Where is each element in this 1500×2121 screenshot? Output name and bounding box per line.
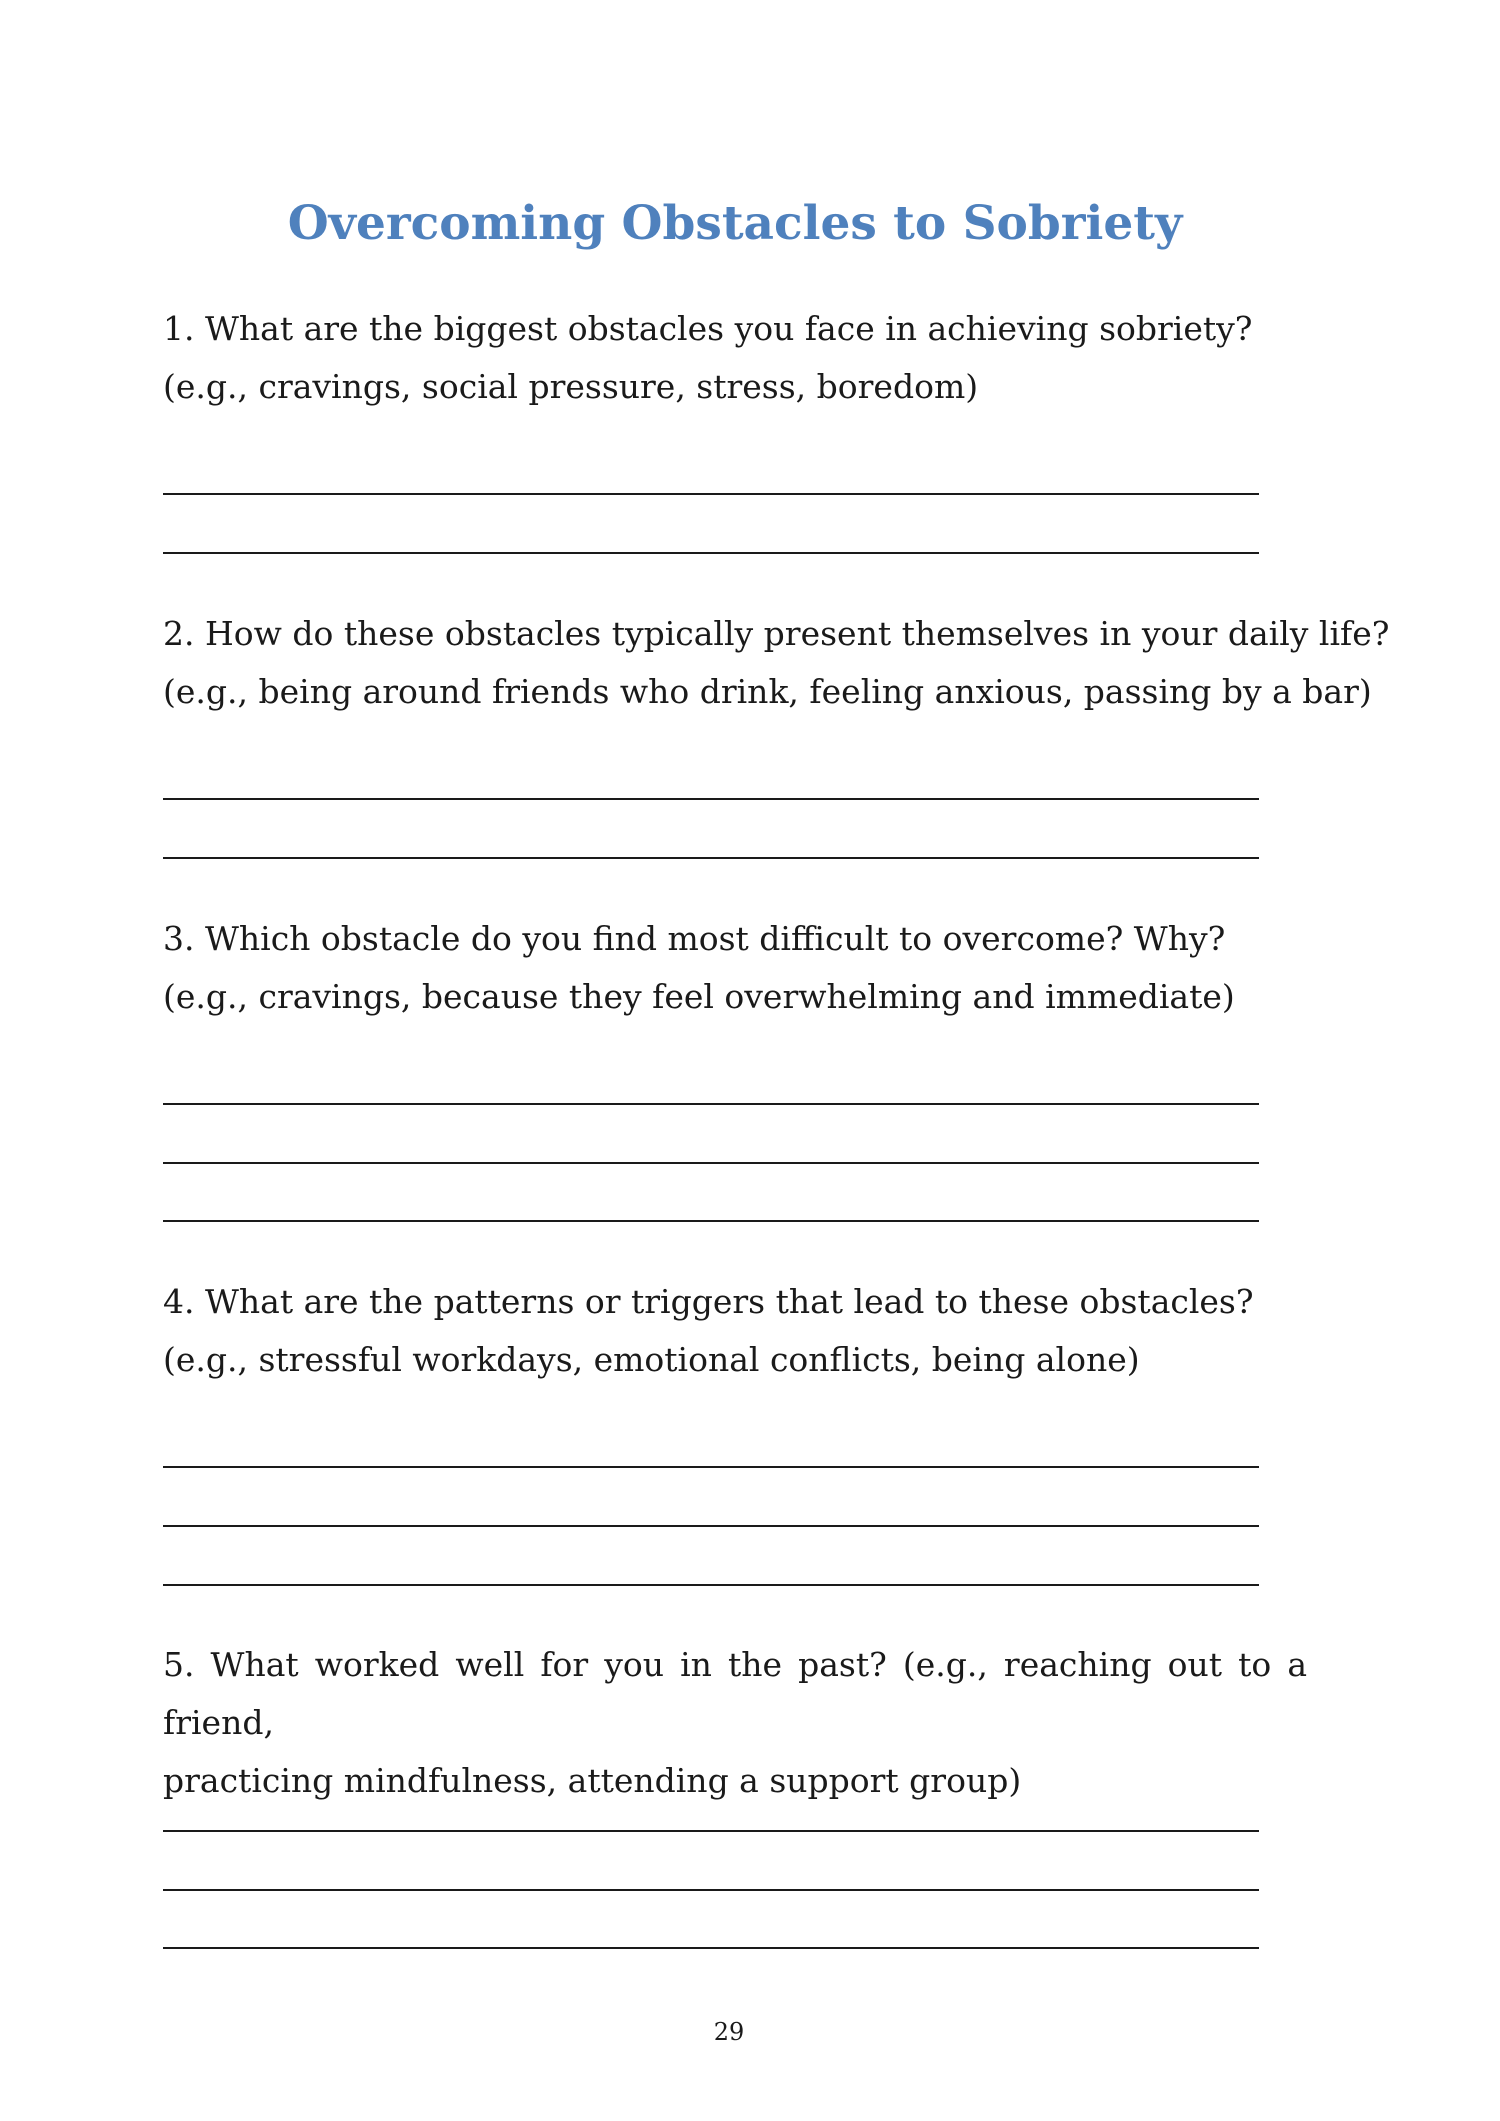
question-prompt: 3. Which obstacle do you find most difficult to overcome? Why?: [163, 919, 1226, 958]
answer-line[interactable]: [163, 1525, 1259, 1527]
answer-line[interactable]: [163, 1830, 1259, 1832]
question-example: (e.g., being around friends who drink, feeling anxious, passing by a bar): [163, 672, 1372, 711]
answer-line[interactable]: [163, 493, 1259, 495]
question-prompt: 5. What worked well for you in the past? (e.g., reaching out to a friend,: [163, 1645, 1307, 1742]
question-prompt: 1. What are the biggest obstacles you face in achieving sobriety?: [163, 309, 1253, 348]
question-1: [163, 300, 1307, 416]
answer-line[interactable]: [163, 552, 1259, 554]
question-3: [163, 910, 1307, 1026]
answer-line[interactable]: [163, 857, 1259, 859]
answer-line[interactable]: [163, 1103, 1259, 1105]
answer-line[interactable]: [163, 1466, 1259, 1468]
question-5: [163, 1636, 1307, 1810]
question-example: (e.g., cravings, because they feel overwhelming and immediate): [163, 977, 1235, 1016]
question-example: (e.g., stressful workdays, emotional conflicts, being alone): [163, 1340, 1140, 1379]
answer-line[interactable]: [163, 1162, 1259, 1164]
question-2: [163, 605, 1390, 721]
answer-line[interactable]: [163, 1889, 1259, 1891]
question-prompt: 2. How do these obstacles typically present themselves in your daily life?: [163, 614, 1390, 653]
question-prompt: 4. What are the patterns or triggers that lead to these obstacles?: [163, 1282, 1254, 1321]
page-number: 29: [713, 2018, 745, 2046]
answer-line[interactable]: [163, 1947, 1259, 1949]
question-example: (e.g., cravings, social pressure, stress, boredom): [163, 367, 979, 406]
answer-line[interactable]: [163, 1584, 1259, 1586]
page-title: Overcoming Obstacles to Sobriety: [287, 196, 1183, 251]
answer-line[interactable]: [163, 798, 1259, 800]
question-example: practicing mindfulness, attending a support group): [163, 1761, 1022, 1800]
question-4: [163, 1273, 1307, 1389]
answer-line[interactable]: [163, 1220, 1259, 1222]
